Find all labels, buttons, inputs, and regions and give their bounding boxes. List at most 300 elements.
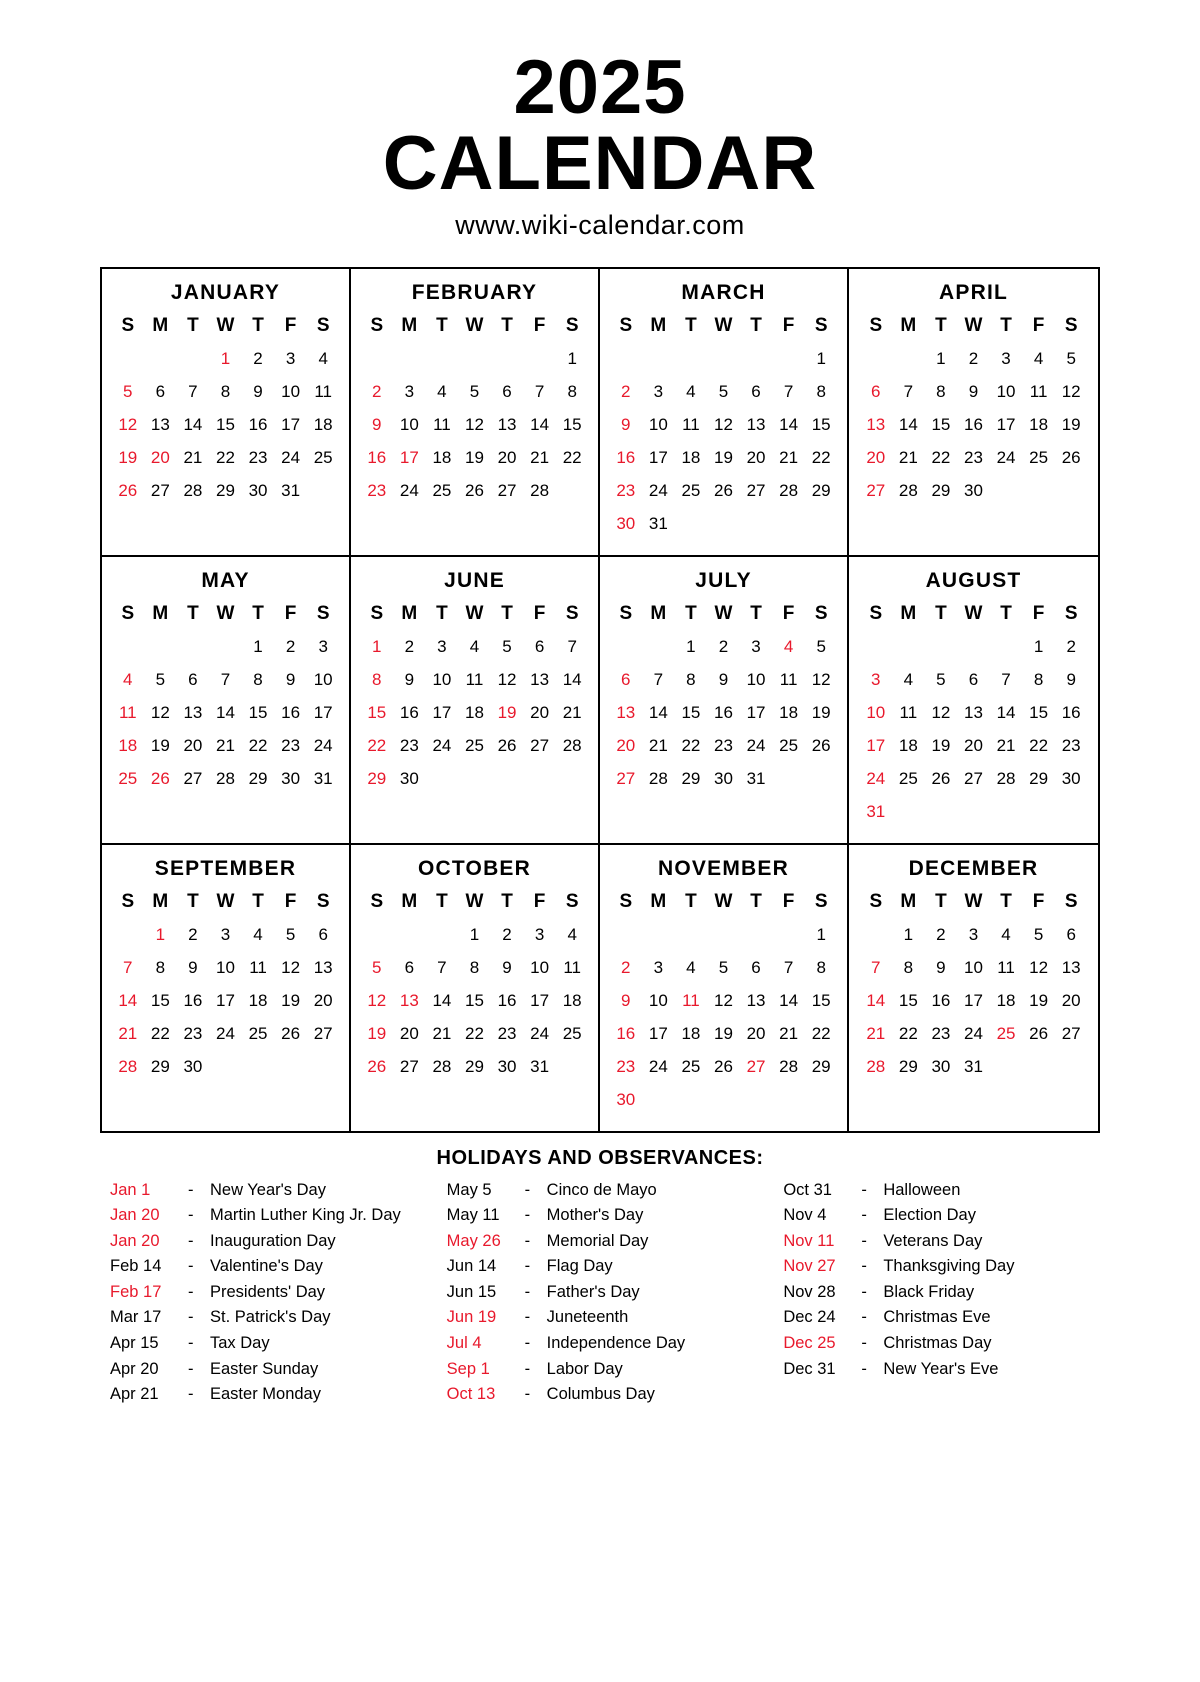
day-cell[interactable]: 19 bbox=[1061, 415, 1081, 435]
day-cell[interactable]: 8 bbox=[567, 382, 577, 402]
day-cell[interactable]: 2 bbox=[968, 349, 979, 369]
day-cell[interactable]: 20 bbox=[313, 991, 333, 1011]
day-cell[interactable]: 6 bbox=[318, 925, 328, 945]
day-cell[interactable]: 12 bbox=[714, 991, 733, 1011]
day-cell[interactable]: 7 bbox=[783, 958, 794, 978]
day-cell[interactable]: 26 bbox=[150, 769, 170, 789]
day-cell[interactable]: 24 bbox=[648, 481, 668, 501]
day-cell[interactable]: 30 bbox=[497, 1057, 517, 1077]
day-cell[interactable]: 1 bbox=[220, 349, 231, 369]
day-cell[interactable]: 3 bbox=[534, 925, 545, 945]
day-cell[interactable]: 13 bbox=[313, 958, 333, 978]
day-cell[interactable]: 19 bbox=[367, 1024, 387, 1044]
day-cell[interactable]: 18 bbox=[996, 991, 1016, 1011]
day-cell[interactable]: 17 bbox=[313, 703, 333, 723]
day-cell[interactable]: 8 bbox=[816, 958, 826, 978]
day-cell[interactable]: 23 bbox=[616, 1057, 636, 1077]
day-cell[interactable]: 7 bbox=[783, 382, 794, 402]
day-cell[interactable]: 8 bbox=[469, 958, 480, 978]
day-cell[interactable]: 13 bbox=[183, 703, 203, 723]
day-cell[interactable]: 6 bbox=[155, 382, 166, 402]
day-cell[interactable]: 30 bbox=[964, 481, 983, 501]
day-cell[interactable]: 18 bbox=[779, 703, 799, 723]
day-cell[interactable]: 22 bbox=[681, 736, 701, 756]
day-cell[interactable]: 6 bbox=[534, 637, 545, 657]
day-cell[interactable]: 17 bbox=[746, 703, 766, 723]
day-cell[interactable]: 5 bbox=[718, 958, 729, 978]
day-cell[interactable]: 17 bbox=[216, 991, 235, 1011]
day-cell[interactable]: 21 bbox=[118, 1024, 138, 1044]
day-cell[interactable]: 13 bbox=[746, 415, 766, 435]
day-cell[interactable]: 24 bbox=[432, 736, 452, 756]
day-cell[interactable]: 7 bbox=[1001, 670, 1011, 690]
day-cell[interactable]: 9 bbox=[502, 958, 512, 978]
day-cell[interactable]: 5 bbox=[502, 637, 512, 657]
day-cell[interactable]: 16 bbox=[714, 703, 733, 723]
day-cell[interactable]: 16 bbox=[497, 991, 517, 1011]
day-cell[interactable]: 12 bbox=[281, 958, 301, 978]
day-cell[interactable]: 23 bbox=[1061, 736, 1081, 756]
day-cell[interactable]: 20 bbox=[150, 448, 170, 468]
day-cell[interactable]: 29 bbox=[465, 1057, 484, 1077]
day-cell[interactable]: 11 bbox=[465, 670, 484, 690]
day-cell[interactable]: 6 bbox=[621, 670, 631, 690]
day-cell[interactable]: 29 bbox=[931, 481, 951, 501]
day-cell[interactable]: 18 bbox=[313, 415, 333, 435]
day-cell[interactable]: 21 bbox=[866, 1024, 886, 1044]
day-cell[interactable]: 26 bbox=[714, 481, 733, 501]
day-cell[interactable]: 25 bbox=[898, 769, 918, 789]
day-cell[interactable]: 8 bbox=[372, 670, 382, 690]
day-cell[interactable]: 25 bbox=[681, 481, 701, 501]
day-cell[interactable]: 22 bbox=[811, 1024, 831, 1044]
day-cell[interactable]: 3 bbox=[871, 670, 881, 690]
day-cell[interactable]: 10 bbox=[530, 958, 550, 978]
day-cell[interactable]: 3 bbox=[437, 637, 447, 657]
day-cell[interactable]: 1 bbox=[469, 925, 480, 945]
day-cell[interactable]: 16 bbox=[399, 703, 419, 723]
day-cell[interactable]: 2 bbox=[621, 958, 631, 978]
day-cell[interactable]: 21 bbox=[898, 448, 918, 468]
day-cell[interactable]: 3 bbox=[318, 637, 328, 657]
day-cell[interactable]: 28 bbox=[866, 1057, 886, 1077]
day-cell[interactable]: 3 bbox=[285, 349, 296, 369]
day-cell[interactable]: 13 bbox=[746, 991, 766, 1011]
day-cell[interactable]: 21 bbox=[530, 448, 550, 468]
day-cell[interactable]: 28 bbox=[562, 736, 582, 756]
day-cell[interactable]: 25 bbox=[681, 1057, 701, 1077]
day-cell[interactable]: 22 bbox=[367, 736, 387, 756]
day-cell[interactable]: 11 bbox=[682, 415, 700, 435]
day-cell[interactable]: 25 bbox=[118, 769, 138, 789]
day-cell[interactable]: 15 bbox=[681, 703, 701, 723]
day-cell[interactable]: 14 bbox=[530, 415, 550, 435]
day-cell[interactable]: 30 bbox=[399, 769, 419, 789]
day-cell[interactable]: 9 bbox=[285, 670, 296, 690]
day-cell[interactable]: 9 bbox=[968, 382, 979, 402]
day-cell[interactable]: 26 bbox=[367, 1057, 387, 1077]
day-cell[interactable]: 1 bbox=[253, 637, 263, 657]
day-cell[interactable]: 19 bbox=[497, 703, 517, 723]
day-cell[interactable]: 15 bbox=[562, 415, 582, 435]
day-cell[interactable]: 14 bbox=[183, 415, 203, 435]
day-cell[interactable]: 14 bbox=[562, 670, 582, 690]
day-cell[interactable]: 9 bbox=[253, 382, 263, 402]
day-cell[interactable]: 9 bbox=[718, 670, 729, 690]
day-cell[interactable]: 9 bbox=[936, 958, 946, 978]
day-cell[interactable]: 27 bbox=[183, 769, 203, 789]
day-cell[interactable]: 19 bbox=[811, 703, 831, 723]
day-cell[interactable]: 16 bbox=[248, 415, 268, 435]
day-cell[interactable]: 11 bbox=[118, 703, 137, 723]
day-cell[interactable]: 30 bbox=[248, 481, 268, 501]
day-cell[interactable]: 12 bbox=[367, 991, 387, 1011]
day-cell[interactable]: 16 bbox=[367, 448, 387, 468]
day-cell[interactable]: 15 bbox=[150, 991, 170, 1011]
day-cell[interactable]: 4 bbox=[903, 670, 914, 690]
day-cell[interactable]: 11 bbox=[1029, 382, 1048, 402]
day-cell[interactable]: 20 bbox=[746, 1024, 766, 1044]
day-cell[interactable]: 3 bbox=[653, 958, 664, 978]
day-cell[interactable]: 19 bbox=[714, 1024, 733, 1044]
day-cell[interactable]: 18 bbox=[432, 448, 452, 468]
day-cell[interactable]: 6 bbox=[404, 958, 415, 978]
day-cell[interactable]: 28 bbox=[118, 1057, 138, 1077]
day-cell[interactable]: 21 bbox=[648, 736, 668, 756]
day-cell[interactable]: 24 bbox=[964, 1024, 983, 1044]
day-cell[interactable]: 18 bbox=[465, 703, 484, 723]
day-cell[interactable]: 4 bbox=[686, 958, 696, 978]
day-cell[interactable]: 17 bbox=[648, 448, 668, 468]
day-cell[interactable]: 1 bbox=[936, 349, 946, 369]
day-cell[interactable]: 12 bbox=[1029, 958, 1049, 978]
day-cell[interactable]: 29 bbox=[811, 1057, 831, 1077]
day-cell[interactable]: 1 bbox=[567, 349, 577, 369]
day-cell[interactable]: 8 bbox=[816, 382, 826, 402]
day-cell[interactable]: 15 bbox=[898, 991, 918, 1011]
day-cell[interactable]: 4 bbox=[437, 382, 447, 402]
day-cell[interactable]: 8 bbox=[936, 382, 946, 402]
day-cell[interactable]: 15 bbox=[1029, 703, 1049, 723]
day-cell[interactable]: 17 bbox=[648, 1024, 668, 1044]
day-cell[interactable]: 10 bbox=[648, 415, 668, 435]
day-cell[interactable]: 10 bbox=[313, 670, 333, 690]
day-cell[interactable]: 10 bbox=[996, 382, 1016, 402]
day-cell[interactable]: 23 bbox=[248, 448, 268, 468]
day-cell[interactable]: 28 bbox=[432, 1057, 452, 1077]
day-cell[interactable]: 9 bbox=[621, 415, 631, 435]
day-cell[interactable]: 5 bbox=[372, 958, 382, 978]
day-cell[interactable]: 24 bbox=[866, 769, 886, 789]
day-cell[interactable]: 10 bbox=[746, 670, 766, 690]
day-cell[interactable]: 22 bbox=[1029, 736, 1049, 756]
day-cell[interactable]: 3 bbox=[751, 637, 761, 657]
day-cell[interactable]: 14 bbox=[898, 415, 918, 435]
day-cell[interactable]: 11 bbox=[899, 703, 918, 723]
day-cell[interactable]: 26 bbox=[118, 481, 138, 501]
day-cell[interactable]: 5 bbox=[123, 382, 133, 402]
day-cell[interactable]: 27 bbox=[964, 769, 983, 789]
day-cell[interactable]: 2 bbox=[621, 382, 631, 402]
day-cell[interactable]: 29 bbox=[681, 769, 701, 789]
day-cell[interactable]: 2 bbox=[372, 382, 382, 402]
day-cell[interactable]: 22 bbox=[898, 1024, 918, 1044]
day-cell[interactable]: 29 bbox=[216, 481, 235, 501]
day-cell[interactable]: 2 bbox=[404, 637, 415, 657]
day-cell[interactable]: 2 bbox=[1066, 637, 1076, 657]
day-cell[interactable]: 30 bbox=[714, 769, 733, 789]
day-cell[interactable]: 7 bbox=[871, 958, 881, 978]
day-cell[interactable]: 11 bbox=[997, 958, 1015, 978]
day-cell[interactable]: 14 bbox=[118, 991, 138, 1011]
day-cell[interactable]: 19 bbox=[118, 448, 138, 468]
day-cell[interactable]: 1 bbox=[1033, 637, 1044, 657]
day-cell[interactable]: 15 bbox=[216, 415, 235, 435]
day-cell[interactable]: 1 bbox=[903, 925, 914, 945]
day-cell[interactable]: 24 bbox=[746, 736, 766, 756]
day-cell[interactable]: 16 bbox=[616, 1024, 636, 1044]
day-cell[interactable]: 4 bbox=[1033, 349, 1044, 369]
day-cell[interactable]: 18 bbox=[681, 1024, 701, 1044]
day-cell[interactable]: 8 bbox=[686, 670, 696, 690]
day-cell[interactable]: 18 bbox=[681, 448, 701, 468]
day-cell[interactable]: 20 bbox=[399, 1024, 419, 1044]
day-cell[interactable]: 25 bbox=[432, 481, 452, 501]
day-cell[interactable]: 6 bbox=[502, 382, 512, 402]
day-cell[interactable]: 21 bbox=[779, 448, 799, 468]
day-cell[interactable]: 27 bbox=[399, 1057, 419, 1077]
day-cell[interactable]: 28 bbox=[996, 769, 1016, 789]
day-cell[interactable]: 16 bbox=[964, 415, 983, 435]
day-cell[interactable]: 17 bbox=[866, 736, 886, 756]
day-cell[interactable]: 22 bbox=[811, 448, 831, 468]
day-cell[interactable]: 19 bbox=[281, 991, 301, 1011]
day-cell[interactable]: 12 bbox=[150, 703, 170, 723]
day-cell[interactable]: 15 bbox=[811, 991, 831, 1011]
day-cell[interactable]: 16 bbox=[281, 703, 301, 723]
day-cell[interactable]: 12 bbox=[931, 703, 951, 723]
day-cell[interactable]: 27 bbox=[616, 769, 636, 789]
day-cell[interactable]: 5 bbox=[155, 670, 166, 690]
day-cell[interactable]: 9 bbox=[621, 991, 631, 1011]
day-cell[interactable]: 10 bbox=[281, 382, 301, 402]
day-cell[interactable]: 4 bbox=[123, 670, 133, 690]
day-cell[interactable]: 13 bbox=[866, 415, 886, 435]
day-cell[interactable]: 15 bbox=[811, 415, 831, 435]
day-cell[interactable]: 5 bbox=[1033, 925, 1044, 945]
day-cell[interactable]: 27 bbox=[746, 481, 766, 501]
day-cell[interactable]: 10 bbox=[964, 958, 983, 978]
day-cell[interactable]: 25 bbox=[465, 736, 484, 756]
day-cell[interactable]: 13 bbox=[964, 703, 983, 723]
day-cell[interactable]: 24 bbox=[216, 1024, 235, 1044]
day-cell[interactable]: 13 bbox=[530, 670, 550, 690]
day-cell[interactable]: 6 bbox=[968, 670, 979, 690]
day-cell[interactable]: 3 bbox=[220, 925, 231, 945]
day-cell[interactable]: 29 bbox=[898, 1057, 918, 1077]
day-cell[interactable]: 17 bbox=[964, 991, 983, 1011]
day-cell[interactable]: 19 bbox=[150, 736, 170, 756]
day-cell[interactable]: 30 bbox=[281, 769, 301, 789]
day-cell[interactable]: 17 bbox=[281, 415, 301, 435]
day-cell[interactable]: 27 bbox=[1061, 1024, 1081, 1044]
day-cell[interactable]: 7 bbox=[220, 670, 231, 690]
day-cell[interactable]: 10 bbox=[648, 991, 668, 1011]
day-cell[interactable]: 21 bbox=[216, 736, 235, 756]
day-cell[interactable]: 27 bbox=[497, 481, 517, 501]
day-cell[interactable]: 23 bbox=[399, 736, 419, 756]
day-cell[interactable]: 30 bbox=[1061, 769, 1081, 789]
day-cell[interactable]: 19 bbox=[931, 736, 951, 756]
day-cell[interactable]: 23 bbox=[616, 481, 636, 501]
day-cell[interactable]: 4 bbox=[567, 925, 577, 945]
day-cell[interactable]: 9 bbox=[188, 958, 198, 978]
day-cell[interactable]: 5 bbox=[718, 382, 729, 402]
day-cell[interactable]: 1 bbox=[816, 349, 826, 369]
day-cell[interactable]: 10 bbox=[432, 670, 452, 690]
day-cell[interactable]: 1 bbox=[155, 925, 166, 945]
day-cell[interactable]: 14 bbox=[648, 703, 668, 723]
day-cell[interactable]: 20 bbox=[746, 448, 766, 468]
day-cell[interactable]: 22 bbox=[150, 1024, 170, 1044]
day-cell[interactable]: 13 bbox=[497, 415, 517, 435]
day-cell[interactable]: 3 bbox=[1001, 349, 1011, 369]
day-cell[interactable]: 10 bbox=[866, 703, 886, 723]
day-cell[interactable]: 12 bbox=[497, 670, 517, 690]
day-cell[interactable]: 26 bbox=[281, 1024, 301, 1044]
day-cell[interactable]: 21 bbox=[562, 703, 582, 723]
day-cell[interactable]: 30 bbox=[616, 1090, 636, 1110]
day-cell[interactable]: 14 bbox=[216, 703, 235, 723]
day-cell[interactable]: 20 bbox=[183, 736, 203, 756]
day-cell[interactable]: 26 bbox=[1029, 1024, 1049, 1044]
day-cell[interactable]: 25 bbox=[313, 448, 333, 468]
day-cell[interactable]: 31 bbox=[648, 514, 668, 534]
day-cell[interactable]: 29 bbox=[811, 481, 831, 501]
day-cell[interactable]: 31 bbox=[866, 802, 886, 822]
day-cell[interactable]: 21 bbox=[996, 736, 1016, 756]
day-cell[interactable]: 10 bbox=[216, 958, 235, 978]
day-cell[interactable]: 2 bbox=[936, 925, 946, 945]
day-cell[interactable]: 16 bbox=[931, 991, 951, 1011]
day-cell[interactable]: 14 bbox=[779, 991, 799, 1011]
day-cell[interactable]: 4 bbox=[469, 637, 480, 657]
day-cell[interactable]: 20 bbox=[616, 736, 636, 756]
day-cell[interactable]: 8 bbox=[253, 670, 263, 690]
day-cell[interactable]: 3 bbox=[968, 925, 979, 945]
day-cell[interactable]: 5 bbox=[936, 670, 946, 690]
day-cell[interactable]: 12 bbox=[118, 415, 138, 435]
day-cell[interactable]: 7 bbox=[188, 382, 198, 402]
day-cell[interactable]: 22 bbox=[216, 448, 235, 468]
day-cell[interactable]: 12 bbox=[1061, 382, 1081, 402]
day-cell[interactable]: 9 bbox=[372, 415, 382, 435]
day-cell[interactable]: 12 bbox=[811, 670, 831, 690]
day-cell[interactable]: 27 bbox=[746, 1057, 766, 1077]
day-cell[interactable]: 7 bbox=[653, 670, 664, 690]
day-cell[interactable]: 19 bbox=[465, 448, 484, 468]
day-cell[interactable]: 25 bbox=[562, 1024, 582, 1044]
day-cell[interactable]: 5 bbox=[469, 382, 480, 402]
day-cell[interactable]: 16 bbox=[1061, 703, 1081, 723]
day-cell[interactable]: 26 bbox=[1061, 448, 1081, 468]
day-cell[interactable]: 17 bbox=[399, 448, 419, 468]
day-cell[interactable]: 1 bbox=[686, 637, 696, 657]
day-cell[interactable]: 25 bbox=[1029, 448, 1049, 468]
day-cell[interactable]: 31 bbox=[746, 769, 766, 789]
day-cell[interactable]: 31 bbox=[313, 769, 333, 789]
day-cell[interactable]: 26 bbox=[714, 1057, 733, 1077]
day-cell[interactable]: 8 bbox=[1033, 670, 1044, 690]
day-cell[interactable]: 4 bbox=[1001, 925, 1011, 945]
day-cell[interactable]: 22 bbox=[248, 736, 268, 756]
day-cell[interactable]: 26 bbox=[465, 481, 484, 501]
day-cell[interactable]: 11 bbox=[779, 670, 798, 690]
day-cell[interactable]: 15 bbox=[931, 415, 951, 435]
day-cell[interactable]: 1 bbox=[816, 925, 826, 945]
day-cell[interactable]: 23 bbox=[183, 1024, 203, 1044]
day-cell[interactable]: 27 bbox=[313, 1024, 333, 1044]
day-cell[interactable]: 31 bbox=[281, 481, 301, 501]
day-cell[interactable]: 28 bbox=[183, 481, 203, 501]
day-cell[interactable]: 7 bbox=[534, 382, 545, 402]
day-cell[interactable]: 24 bbox=[313, 736, 333, 756]
day-cell[interactable]: 24 bbox=[399, 481, 419, 501]
day-cell[interactable]: 30 bbox=[183, 1057, 203, 1077]
day-cell[interactable]: 20 bbox=[866, 448, 886, 468]
day-cell[interactable]: 2 bbox=[285, 637, 296, 657]
day-cell[interactable]: 23 bbox=[497, 1024, 517, 1044]
day-cell[interactable]: 4 bbox=[686, 382, 696, 402]
day-cell[interactable]: 11 bbox=[433, 415, 451, 435]
day-cell[interactable]: 18 bbox=[118, 736, 138, 756]
day-cell[interactable]: 25 bbox=[779, 736, 799, 756]
day-cell[interactable]: 27 bbox=[150, 481, 170, 501]
day-cell[interactable]: 7 bbox=[437, 958, 447, 978]
day-cell[interactable]: 17 bbox=[530, 991, 550, 1011]
day-cell[interactable]: 20 bbox=[964, 736, 983, 756]
day-cell[interactable]: 2 bbox=[253, 349, 263, 369]
day-cell[interactable]: 23 bbox=[714, 736, 733, 756]
day-cell[interactable]: 2 bbox=[502, 925, 512, 945]
day-cell[interactable]: 2 bbox=[718, 637, 729, 657]
day-cell[interactable]: 6 bbox=[751, 382, 761, 402]
day-cell[interactable]: 16 bbox=[183, 991, 203, 1011]
day-cell[interactable]: 4 bbox=[318, 349, 328, 369]
day-cell[interactable]: 23 bbox=[964, 448, 983, 468]
day-cell[interactable]: 18 bbox=[898, 736, 918, 756]
day-cell[interactable]: 24 bbox=[648, 1057, 668, 1077]
day-cell[interactable]: 29 bbox=[248, 769, 268, 789]
day-cell[interactable]: 30 bbox=[616, 514, 636, 534]
day-cell[interactable]: 24 bbox=[996, 448, 1016, 468]
day-cell[interactable]: 11 bbox=[314, 382, 333, 402]
day-cell[interactable]: 15 bbox=[465, 991, 484, 1011]
day-cell[interactable]: 13 bbox=[150, 415, 170, 435]
day-cell[interactable]: 28 bbox=[779, 1057, 799, 1077]
day-cell[interactable]: 27 bbox=[530, 736, 550, 756]
day-cell[interactable]: 24 bbox=[281, 448, 301, 468]
day-cell[interactable]: 26 bbox=[931, 769, 951, 789]
day-cell[interactable]: 11 bbox=[682, 991, 700, 1011]
day-cell[interactable]: 19 bbox=[714, 448, 733, 468]
day-cell[interactable]: 4 bbox=[253, 925, 263, 945]
day-cell[interactable]: 17 bbox=[996, 415, 1016, 435]
day-cell[interactable]: 18 bbox=[1029, 415, 1049, 435]
day-cell[interactable]: 28 bbox=[898, 481, 918, 501]
day-cell[interactable]: 20 bbox=[1061, 991, 1081, 1011]
day-cell[interactable]: 5 bbox=[816, 637, 826, 657]
